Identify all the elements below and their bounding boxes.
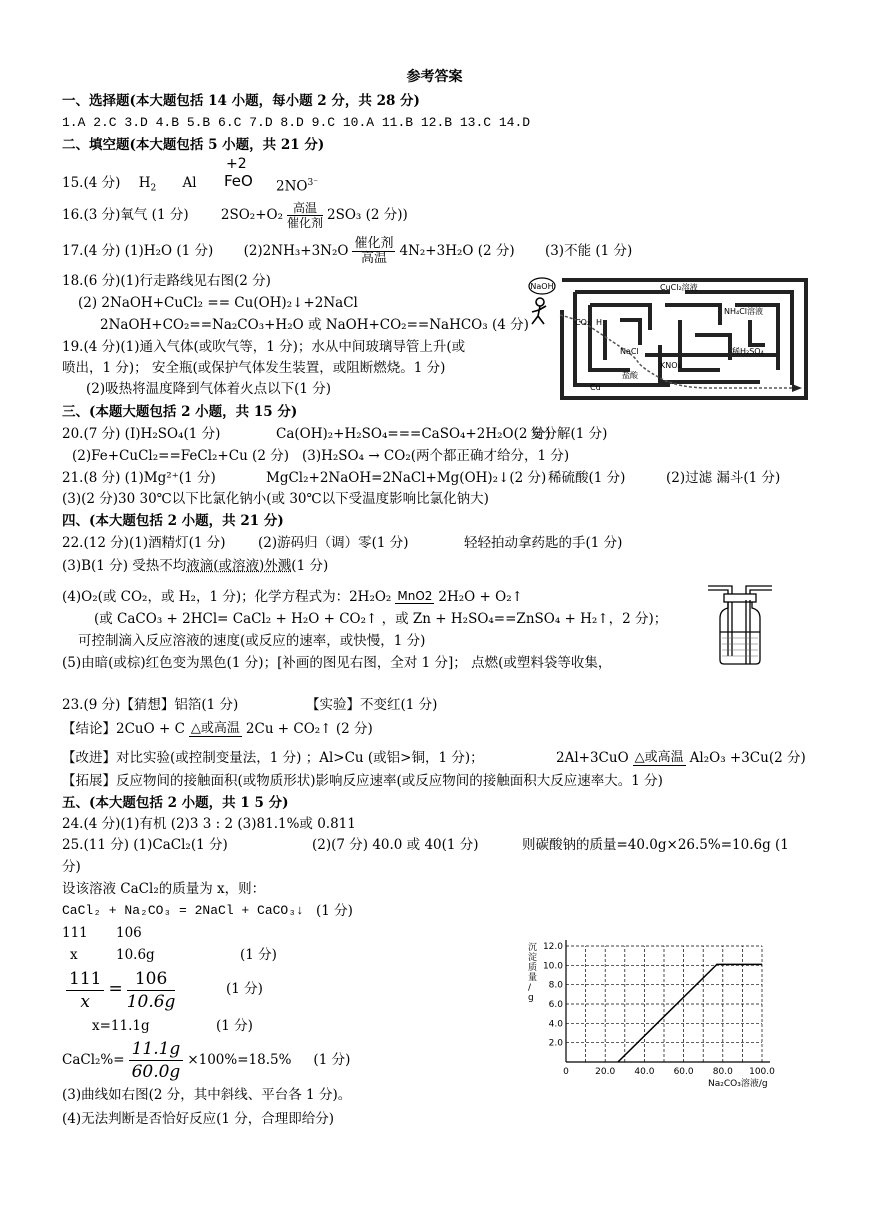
q23-2 — [62, 718, 373, 740]
q17-rhs: 4N₂+3H₂O (2 分) — [399, 243, 515, 259]
q25-5a: 111 — [62, 925, 88, 941]
q15-a4-tail: 3⁻ — [307, 178, 318, 188]
section-2-heading: 二、填空题(本大题包括 5 小题，共 21 分) — [62, 137, 325, 153]
maze-nacl-label: NaCl — [620, 347, 639, 356]
q15-a4-wrap — [276, 174, 318, 196]
q21-1c: 稀硫酸(1 分) — [548, 470, 626, 486]
q25-1c: 则碳酸钠的质量=40.0g×26.5%=10.6g (1 — [522, 837, 789, 853]
q23-3c: Al₂O₃ +3Cu(2 分) — [689, 750, 806, 766]
frac3-den: 60.0g — [131, 1062, 181, 1082]
maze-figure — [520, 270, 810, 405]
section-3-heading: 三、(本题大题包括 2 小题，共 15 分) — [62, 404, 298, 420]
q19-line-3: (2)吸热将温度降到气体着火点以下(1 分) — [86, 381, 332, 397]
q15-a1: H — [138, 175, 151, 191]
q18-line-3: 2NaOH+CO₂==Na₂CO₃+H₂O 或 NaOH+CO₂==NaHCO₃ (4 分) — [100, 317, 529, 333]
q23-2a: 【结论】2CuO + C — [62, 721, 185, 737]
q21-1d: (2)过滤 漏斗(1 分) — [666, 470, 781, 486]
page-title: 参考答案 — [406, 69, 463, 85]
q22-3a: (4)O₂(或 CO₂，或 H₂，1 分)；化学方程式为：2H₂O₂ — [62, 589, 392, 605]
q16-label: 16.(3 分)氧气 (1 分) — [62, 207, 189, 223]
q15-valence: +2 — [226, 156, 247, 172]
q25-6a: x — [70, 947, 78, 963]
series-line — [618, 964, 762, 1062]
maze-hcl-label: 盐酸 — [622, 371, 638, 380]
q25-9 — [62, 1038, 350, 1083]
y-tick-label: 2.0 — [548, 1038, 563, 1049]
maze-kno3-label: KNO₃ — [660, 361, 681, 370]
ylabel-char: / — [528, 983, 532, 993]
q15-a2: Al — [182, 175, 197, 191]
y-tick-label: 12.0 — [542, 942, 563, 952]
chart-series — [618, 964, 762, 1062]
q18-line-2: (2) 2NaOH+CuCl₂ == Cu(OH)₂↓+2NaCl — [78, 295, 358, 311]
q19-line-2: 喷出，1 分)； 安全瓶(或保护气体发生装置，或阻断燃烧。1 分) — [62, 360, 446, 376]
chart-ylabel — [528, 942, 537, 1003]
q15-line: 15.(4 分) $H_2$ Al — [62, 175, 197, 194]
walking-person-icon — [532, 298, 546, 324]
q25-5b: 106 — [116, 925, 142, 941]
frac3-num: 11.1g — [129, 1038, 184, 1061]
q25-4a: CaCl₂ + Na₂CO₃ = 2NaCl + CaCO₃↓ — [62, 903, 304, 918]
x-tick-label: 0 — [563, 1067, 569, 1077]
q23-3a: 【改进】对比实验(或控制变量法，1 分) ；Al>Cu (或铝>铜，1 分)； — [62, 750, 484, 766]
q24: 24.(4 分)(1)有机 (2)3 3 : 2 (3)81.1%或 0.811 — [62, 816, 356, 832]
maze-nh4cl-label: NH₄Cl溶液 — [724, 307, 764, 316]
ylabel-char: g — [528, 993, 534, 1003]
q22-3 — [62, 586, 523, 608]
q23-4: 【拓展】反应物间的接触面积(或物质形状)影响反应速率(或反应物间的接触面积大反应速率大。1 分) — [62, 773, 663, 789]
maze-start-label: NaOH — [530, 282, 554, 291]
x-tick-label: 100.0 — [749, 1067, 775, 1077]
q25-8a: x=11.1g — [92, 1018, 150, 1034]
q22-6: (5)由暗(或棕)红色变为黑色(1 分)；[补画的图见右图，全对 1 分]； 点燃(或塑料袋等收集， — [62, 655, 612, 671]
maze-h-label: H — [596, 318, 603, 327]
y-tick-label: 4.0 — [548, 1019, 563, 1030]
maze-h2so4-label: 稀H₂SO₄ — [732, 347, 764, 356]
q20-1b: Ca(OH)₂+H₂SO₄===CaSO₄+2H₂O(2 分) — [276, 426, 551, 442]
q23-2-cond-top: △或高温 — [190, 721, 240, 736]
q25-10: (3)曲线如右图(2 分，其中斜线、平台各 1 分)。 — [62, 1087, 352, 1103]
q20-1a: 20.(7 分) (I)H₂SO₄(1 分) — [62, 426, 221, 442]
chart-axes — [566, 940, 770, 1062]
maze-co2-label: CO₂ — [575, 318, 591, 327]
maze-cucl2-label: CuCl₂溶液 — [660, 283, 698, 292]
q16-lhs: 2SO₂+O₂ — [220, 207, 283, 223]
q17-label: 17.(4 分) (1)H₂O (1 分) — [62, 243, 214, 259]
q25-9b: ×100%=18.5% — [187, 1052, 292, 1068]
q25-8b: (1 分) — [216, 1018, 253, 1034]
q15-a4: 2NO — [276, 178, 308, 195]
q21-1a: 21.(8 分) (1)Mg²⁺(1 分) — [62, 470, 216, 486]
chart-xlabel: Na₂CO₃溶液/g — [708, 1079, 768, 1088]
q20-2a: (2)Fe+CuCl₂==FeCl₂+Cu (2 分) — [72, 448, 289, 464]
q25-9c: (1 分) — [313, 1052, 351, 1068]
q22-1c: 轻轻拍动拿药匙的手(1 分) — [464, 535, 623, 551]
gas-bottle-figure — [700, 578, 780, 668]
q15-a3: FeO — [224, 172, 253, 190]
frac2-den: 10.6g — [126, 992, 176, 1012]
q17-lhs: (2)2NH₃+3N₂O — [243, 243, 349, 259]
q22-3-cat: MnO2 — [397, 589, 433, 603]
precipitate-chart — [518, 936, 788, 1088]
q23-3 — [62, 747, 484, 769]
ylabel-char: 沉 — [528, 943, 538, 953]
q23-3b: 2Al+3CuO — [556, 750, 629, 766]
x-tick-label: 60.0 — [673, 1067, 694, 1077]
frac-equals: = — [108, 979, 123, 999]
q25-6b: 10.6g — [116, 947, 155, 963]
q17-line — [62, 236, 632, 266]
q25-3: 设该溶液 CaCl₂的质量为 x，则： — [62, 881, 266, 897]
frac-111-over-x — [66, 968, 104, 1013]
q20-1c: 复分解(1 分) — [530, 426, 608, 442]
section-5-heading: 五、(本大题包括 2 小题，共 1 5 分) — [62, 795, 289, 811]
q25-2: 分) — [62, 859, 81, 875]
q21-2: (3)(2 分)30 30℃以下比氯化钠小(或 30℃以下受温度影响比氯化钠大) — [62, 491, 489, 507]
q16-cond-top: 高温 — [287, 201, 323, 216]
frac-percent — [129, 1038, 184, 1083]
maze-cu-label: Cu — [590, 383, 601, 392]
q23-1b: 【实验】不变红(1 分) — [306, 697, 438, 713]
q22-2c: (1 分) — [291, 558, 329, 574]
q23-1a: 23.(9 分)【猜想】铝箔(1 分) — [62, 697, 239, 713]
ylabel-char: 淀 — [528, 953, 538, 963]
ylabel-char: 质 — [528, 963, 538, 973]
y-tick-label: 8.0 — [548, 980, 563, 991]
x-tick-label: 80.0 — [712, 1067, 733, 1077]
section-4-heading: 四、(本大题包括 2 小题，共 21 分) — [62, 513, 284, 529]
q15-label: 15.(4 分) — [62, 175, 121, 191]
q25-1b: (2)(7 分) 40.0 或 40(1 分) — [312, 837, 479, 853]
q22-1b: (2)游码归（调）零(1 分) — [258, 535, 409, 551]
q23-3-eq — [556, 747, 806, 769]
q22-2a: (3)B(1 分) 受热不均 — [62, 558, 187, 574]
x-tick-label: 40.0 — [634, 1067, 655, 1077]
ylabel-char: 量 — [528, 973, 538, 983]
q17-tail: (3)不能 (1 分) — [544, 243, 633, 259]
q16-rhs: 2SO₃ (2 分)) — [327, 207, 408, 223]
chart-ticks — [543, 942, 775, 1077]
q22-5: 可控制滴入反应溶液的速度(或反应的速率，或快慢，1 分) — [78, 633, 426, 649]
q16-cond-bottom: 催化剂 — [287, 216, 324, 230]
q22-4: (或 CaCO₃ + 2HCl= CaCl₂ + H₂O + CO₂↑ ，或 Zn + H₂SO₄==ZnSO₄ + H₂↑，2 分)； — [94, 611, 668, 627]
frac-106-over-10.6g — [127, 968, 176, 1013]
q17-condition — [352, 237, 395, 266]
section-1-heading: 一、选择题(本大题包括 14 小题，每小题 2 分，共 28 分) — [62, 93, 420, 109]
q16-line — [62, 200, 408, 230]
q16-condition — [287, 201, 323, 230]
q17-cond-top: 催化剂 — [354, 236, 394, 251]
q17-cond-bottom: 高温 — [360, 251, 387, 266]
q25-11: (4)无法判断是否恰好反应(1 分，合理即给分) — [62, 1111, 335, 1127]
q25-7 — [62, 968, 179, 1013]
q25-6c: (1 分) — [240, 947, 277, 963]
section-1-answers: 1.A 2.C 3.D 4.B 5.B 6.C 7.D 8.D 9.C 10.A 11.B 12.B 13.C 14.D — [62, 115, 531, 130]
q25-1a: 25.(11 分) (1)CaCl₂(1 分) — [62, 837, 228, 853]
chart-grid — [566, 946, 762, 1062]
y-tick-label: 10.0 — [542, 961, 563, 972]
frac2-num: 106 — [127, 968, 176, 991]
q22-3b: 2H₂O + O₂↑ — [438, 589, 523, 605]
q23-3-cond-top: △或高温 — [634, 750, 684, 765]
x-tick-label: 20.0 — [595, 1067, 616, 1077]
q23-2-condition — [189, 722, 242, 737]
y-tick-label: 6.0 — [548, 1000, 563, 1010]
q22-2 — [62, 557, 328, 575]
q25-4b: (1 分) — [316, 903, 353, 919]
q22-3-condition — [395, 589, 434, 606]
q25-7c: (1 分) — [226, 981, 263, 997]
q20-2b: (3)H₂SO₄ → CO₂(两个都正确才给分，1 分) — [302, 448, 570, 464]
q23-2b: 2Cu + CO₂↑ (2 分) — [245, 721, 373, 737]
q21-1b: MgCl₂+2NaOH=2NaCl+Mg(OH)₂↓(2 分) — [266, 470, 547, 486]
frac1-num: 111 — [66, 968, 104, 991]
q18-line-1: 18.(6 分)(1)行走路线见右图(2 分) — [62, 273, 271, 289]
frac1-den: x — [80, 992, 91, 1012]
q22-3-bar — [395, 603, 434, 606]
q25-9a: CaCl₂%= — [62, 1052, 125, 1068]
q22-2b: 液滴(或溶液)外溅 — [186, 558, 292, 574]
q22-1a: 22.(12 分)(1)酒精灯(1 分) — [62, 535, 226, 551]
q19-line-1: 19.(4 分)(1)通入气体(或吹气等，1 分)；水从中间玻璃导管上升(或 — [62, 339, 466, 355]
q23-3-condition — [633, 751, 686, 766]
